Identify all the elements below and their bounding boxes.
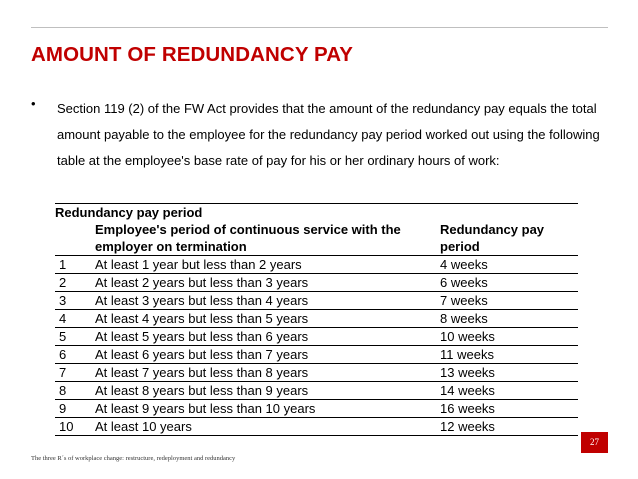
row-service: At least 4 years but less than 5 years [95,310,440,328]
table-column-header-row [55,221,578,256]
table-row [55,310,578,328]
row-service: At least 10 years [95,418,440,436]
row-number: 8 [55,382,95,400]
row-number: 6 [55,346,95,364]
table-row [55,292,578,310]
row-service: At least 1 year but less than 2 years [95,256,440,274]
row-service: At least 5 years but less than 6 years [95,328,440,346]
row-service: At least 9 years but less than 10 years [95,400,440,418]
table-heading: Redundancy pay period [55,204,578,222]
row-period: 13 weeks [440,364,578,382]
row-service: At least 3 years but less than 4 years [95,292,440,310]
row-period: 4 weeks [440,256,578,274]
row-number: 3 [55,292,95,310]
page-number: 27 [581,432,608,453]
row-period: 11 weeks [440,346,578,364]
table-row [55,256,578,274]
slide-title: AMOUNT OF REDUNDANCY PAY [31,43,354,66]
table-row [55,382,578,400]
row-number: 2 [55,274,95,292]
top-divider [31,27,608,28]
table-row [55,274,578,292]
bullet-marker: • [31,96,36,111]
header-service: Employee's period of continuous service with the employer on termination [95,221,440,256]
row-period: 7 weeks [440,292,578,310]
table-row [55,364,578,382]
table-row [55,328,578,346]
row-service: At least 6 years but less than 7 years [95,346,440,364]
row-period: 16 weeks [440,400,578,418]
header-number-cell [55,221,95,256]
row-number: 5 [55,328,95,346]
bullet-paragraph: Section 119 (2) of the FW Act provides that the amount of the redundancy pay equals the total amount payable to the employee for the redundancy pay period worked out using the following table at the employee's base rate of pay for his or her ordinary hours of work: [57,101,600,168]
row-number: 7 [55,364,95,382]
row-number: 4 [55,310,95,328]
header-period: Redundancy pay period [440,221,578,256]
row-number: 1 [55,256,95,274]
table-row [55,418,578,436]
row-period: 6 weeks [440,274,578,292]
table-row [55,346,578,364]
table-row [55,400,578,418]
row-period: 10 weeks [440,328,578,346]
table-heading-row [55,204,578,222]
row-period: 14 weeks [440,382,578,400]
row-service: At least 7 years but less than 8 years [95,364,440,382]
row-number: 10 [55,418,95,436]
footer-text: The three R´s of workplace change: restructure, redeployment and redundancy [31,455,236,462]
row-period: 8 weeks [440,310,578,328]
redundancy-pay-table [55,203,578,436]
row-service: At least 2 years but less than 3 years [95,274,440,292]
row-service: At least 8 years but less than 9 years [95,382,440,400]
row-period: 12 weeks [440,418,578,436]
row-number: 9 [55,400,95,418]
